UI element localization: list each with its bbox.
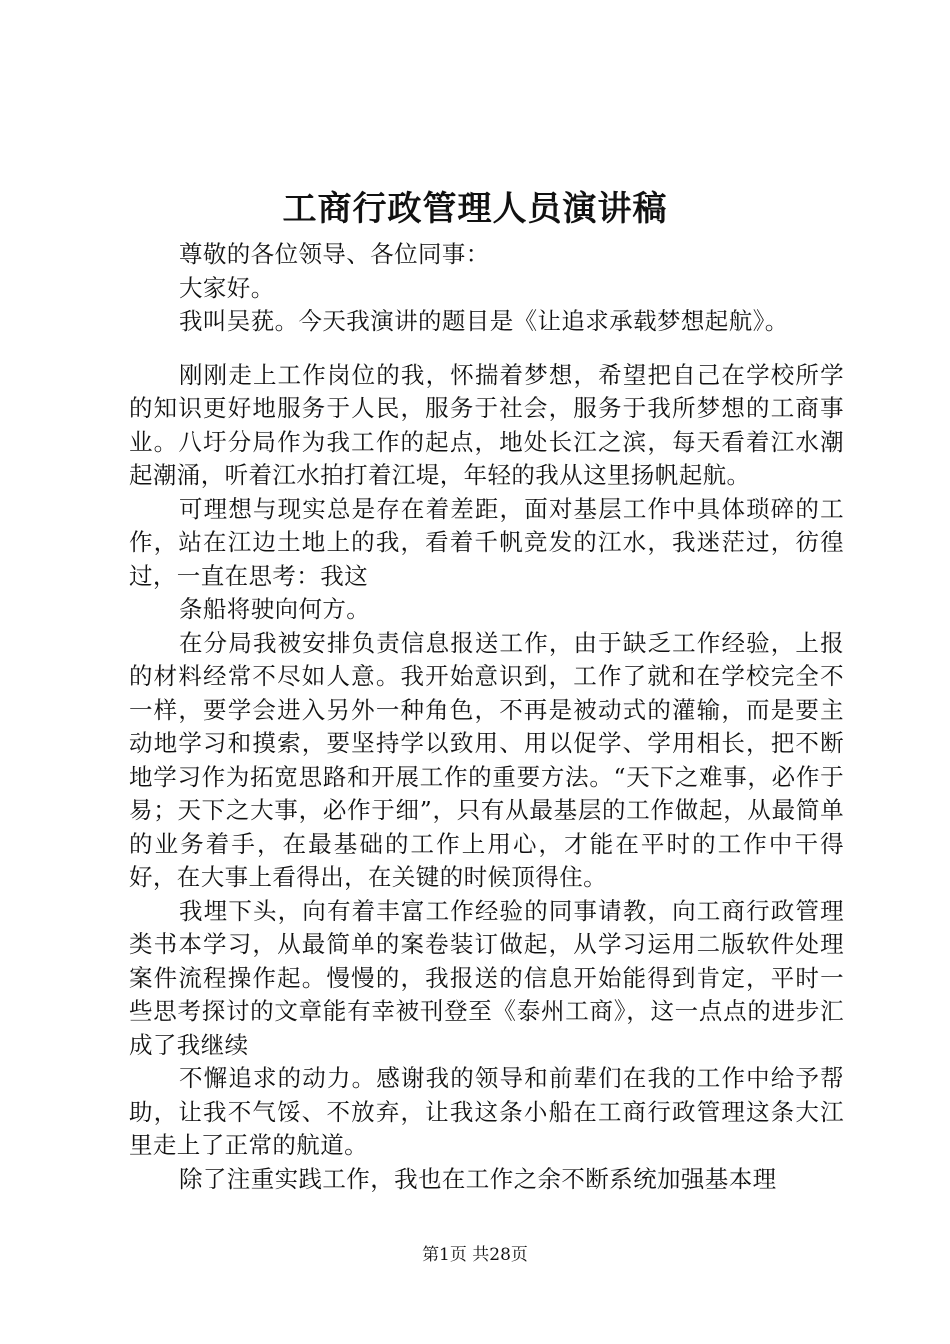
paragraph-greeting: 大家好。: [179, 273, 275, 302]
document-title: 工商行政管理人员演讲稿: [282, 189, 668, 229]
paragraph-body: 刚刚走上工作岗位的我，怀揣着梦想，希望把自己在学校所学的知识更好地服务于人民，服务于社会，服务于我所梦想的工商事业。八圩分局作为我工作的起点，地处长江之滨，每天看着江水潮起潮涌，听着江水拍打着江堤，年轻的我从这里扬帆起航。: [129, 360, 844, 489]
paragraph-body: 可理想与现实总是存在着差距，面对基层工作中具体琐碎的工作，站在江边土地上的我，看着千帆竞发的江水，我迷茫过，彷徨过，一直在思考：我这: [129, 494, 844, 590]
document-body: [129, 238, 844, 1196]
page-number-footer: 第1页 共28页: [422, 1245, 528, 1265]
paragraph-introduction: 我叫吴莸。今天我演讲的题目是《让追求承载梦想起航》。: [179, 307, 789, 335]
paragraph-body: 在分局我被安排负责信息报送工作，由于缺乏工作经验，上报的材料经常不尽如人意。我开始意识到，工作了就和在学校完全不一样，要学会进入另外一种角色，不再是被动式的灌输，而是要主动地学习和摸索，要坚持学以致用、用以促学、学用相长，把不断地学习作为拓宽思路和开展工作的重要方法。“天下之难事，必作于易；天下之大事，必作于细”，只有从最基层的工作做起，从最简单的业务着手，在最基础的工作上用心，才能在平时的工作中干得好，在大事上看得出，在关键的时候顶得住。: [129, 628, 844, 891]
paragraph-body: 条船将驶向何方。: [179, 595, 371, 623]
paragraph-body: 不懈追求的动力。感谢我的领导和前辈们在我的工作中给予帮助，让我不气馁、不放弃，让我这条小船在工商行政管理这条大江里走上了正常的航道。: [129, 1064, 844, 1159]
paragraph-body: 我埋下头，向有着丰富工作经验的同事请教，向工商行政管理类书本学习，从最简单的案卷装订做起，从学习运用二版软件处理案件流程操作起。慢慢的，我报送的信息开始能得到肯定，平时一些思考探讨的文章能有幸被刊登至《泰州工商》，这一点点的进步汇成了我继续: [129, 896, 844, 1059]
paragraph-body: 除了注重实践工作，我也在工作之余不断系统加强基本理: [179, 1164, 777, 1193]
paragraph-salutation: 尊敬的各位领导、各位同事：: [179, 240, 490, 268]
